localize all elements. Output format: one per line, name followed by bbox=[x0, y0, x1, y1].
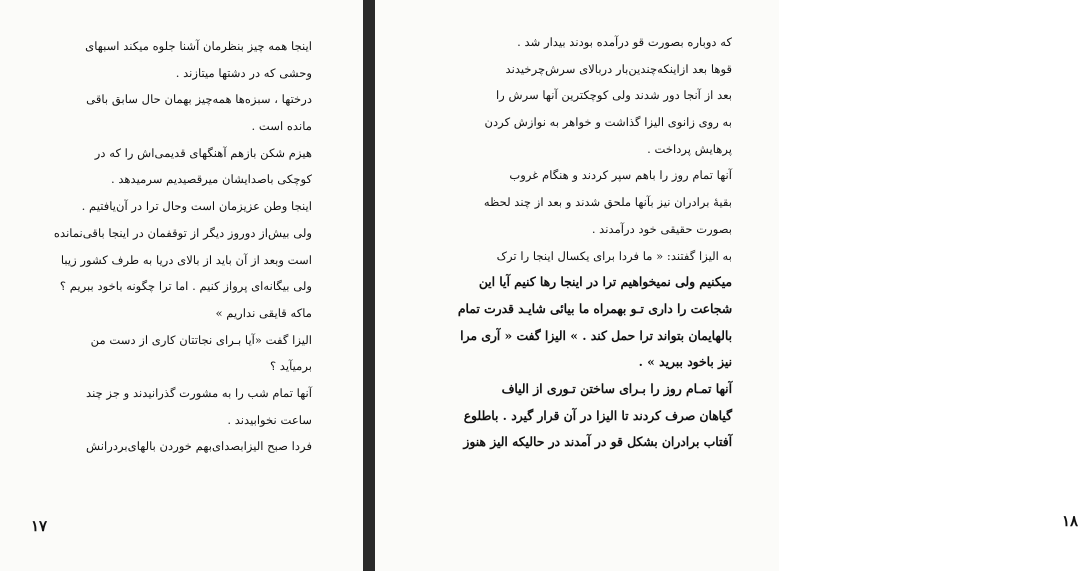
left-page bbox=[0, 0, 363, 571]
text-line: درختها ، سبزه‌ها همه‌چیز بهمان حال سابق باقی bbox=[86, 92, 312, 107]
text-line: اینجا وطن عزیزمان است وحال ترا در آن‌یافتیم . bbox=[81, 199, 312, 214]
right-page bbox=[375, 0, 1078, 571]
text-line: برمیآید ؟ bbox=[269, 359, 312, 374]
text-line: قوها بعد ازاینکه‌چندین‌بار دربالای سرش‌چرخیدند bbox=[505, 61, 732, 76]
text-line: بالهایمان بتواند ترا حمل کند . » الیزا گفت « آری مرا bbox=[460, 327, 732, 343]
text-line: به الیزا گفتند: « ما فردا برای یکسال اینجا را ترک bbox=[496, 248, 732, 263]
text-line: گیاهان صرف کردند تا الیزا در آن قرار گیرد . باطلوع bbox=[463, 407, 732, 423]
text-line: آنها تمـام روز را بـرای ساختن تـوری از الیاف bbox=[501, 380, 732, 396]
text-line: بصورت حقیقی خود درآمدند . bbox=[591, 221, 732, 236]
text-line: بعد از آنجا دور شدند ولی کوچکترین آنها سرش را bbox=[495, 88, 732, 103]
text-line: ساعت نخوابیدند . bbox=[227, 412, 312, 427]
right-page-text bbox=[430, 29, 732, 456]
text-line: وحشی که در دشتها میتازند . bbox=[175, 65, 312, 80]
text-line: کوچکی باصدایشان میرقصیدیم سرمیدهد . bbox=[110, 172, 312, 187]
text-line: مانده است . bbox=[251, 119, 312, 134]
left-page-text bbox=[40, 33, 312, 460]
page-number: ۱۸ bbox=[1062, 512, 1078, 530]
text-line: ماکه قایقی نداریم » bbox=[215, 305, 312, 320]
text-line: ولی بیگانه‌ای پرواز کنیم . اما ترا چگونه باخود ببریم ؟ bbox=[59, 279, 312, 294]
text-line: اینجا همه چیز بنظرمان آشنا جلوه میکند اسبهای bbox=[85, 39, 312, 53]
text-line: میکنیم ولی نمیخواهیم ترا در اینجا رها کنیم آیا این bbox=[478, 274, 732, 290]
text-line: آنها تمام روز را باهم سپر کردند و هنگام غروب bbox=[509, 168, 732, 183]
text-line: است وبعد از آن باید از بالای دریا به طرف کشور زیبا bbox=[60, 252, 312, 267]
text-line: هیزم شکن بازهم آهنگهای قدیمی‌اش را که در bbox=[94, 145, 312, 160]
text-line: ولی بیش‌از دوروز دیگر از توقفمان در اینجا باقی‌نمانده bbox=[53, 225, 312, 240]
text-line: آفتاب برادران بشکل قو در آمدند در حالیکه الیز هنوز bbox=[463, 434, 732, 450]
page-number: ۱۷ bbox=[31, 517, 48, 535]
text-line: پرهایش پرداخت . bbox=[647, 141, 732, 156]
text-line: که دوباره بصورت قو درآمده بودند بیدار شد . bbox=[517, 35, 732, 49]
text-line: فردا صبح الیزابصدای‌بهم خوردن بالهای‌بردرانش bbox=[86, 439, 312, 454]
text-line: شجاعت را داری تـو بهمراه ما بیائی شایـد قدرت تمام bbox=[457, 300, 732, 316]
text-line: نیز باخود ببرید » . bbox=[638, 354, 732, 370]
text-line: بقیهٔ برادران نیز بآنها ملحق شدند و بعد از چند لحظه bbox=[483, 195, 732, 210]
text-line: به روی زانوی الیزا گذاشت و خواهر به نوازش کردن bbox=[484, 115, 732, 130]
text-line: آنها تمام شب را به مشورت گذرانیدند و جز چند bbox=[85, 385, 312, 400]
book-gutter bbox=[363, 0, 375, 571]
text-line: الیزا گفت «آیا بـرای نجاتتان کاری از دست من bbox=[90, 332, 312, 347]
